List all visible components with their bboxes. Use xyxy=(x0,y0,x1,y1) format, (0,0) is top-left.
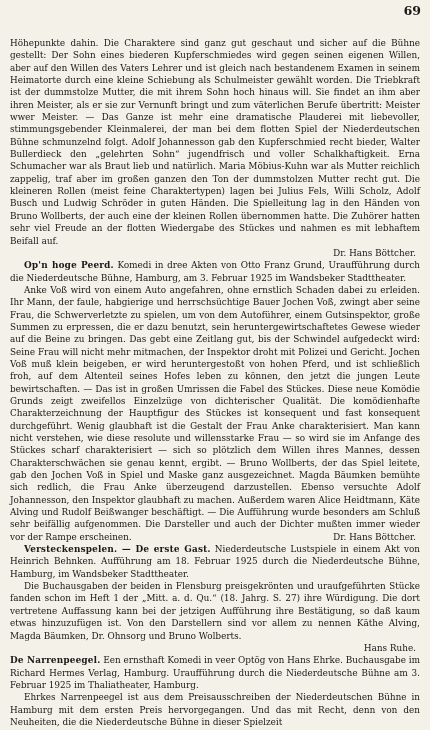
page-number: 69 xyxy=(403,3,421,18)
play-details: Niederdeutsche Lustspiele in einem Akt von Heinrich Behnken. Aufführung am 18. Februar 1925 durch die Niederdeutsche Bühne, Hamburg, im Wandsbeker Stadttheater. xyxy=(10,545,420,580)
review-signature: Dr. Hans Böttcher. xyxy=(333,248,416,259)
review-paragraph: Ehrkes Narrenpeegel ist aus dem Preisausschreiben der Niederdeutschen Bühne in Hamburg mit dem ersten Preis hervorgegangen. Und das mit Recht, denn von den Neuheiten, die die Niederdeutsche Bühne in dieser Spielzeit xyxy=(10,693,420,728)
document-body xyxy=(10,38,420,729)
play-title: Op'n hoge Peerd. xyxy=(24,261,114,272)
play-details: Komedi in dree Akten von Otto Franz Grund, Uraufführung durch die Niederdeutsche Bühne, Hamburg, am 3. Februar 1925 im Wandsbeker Stadttheater. xyxy=(10,261,420,284)
review-text: Anke Voß wird von einem Auto angefahren, ohne ernstlich Schaden dabei zu erleiden. Ihr Mann, der faule, habgierige und herrschsüchtige Bauer Jochen Voß, zwingt aber seine Frau, die Schwerverletzte zu spielen, um von dem Autoführer, einem Gutsinspektor, große Summen zu erpressen, die er dazu benutzt, sein heruntergewirtschaftetes Gewese wieder auf die Beine zu bringen. Das gebt eine Zeitlang gut, bis der Schwindel aufgedeckt wird: Seine Frau will nicht mehr mitmachen, der Inspektor droht mit Polizei und Gericht. Jochen Voß muß klein beigeben, er wird heruntergestoßt von hohen Pferd, und ist schließlich froh, auf dem Altenteil seines Hofes leben zu können, den jetzt die jungen Leute bewirtschaften. — Das ist in großen Umrissen die Fabel des Stückes. Diese neue Komödie Grunds zeigt zweifellos Einzelzüge von dichterischer Qualität. Die komödienhafte Charakterzeichnung der Hauptfigur des Stückes ist konsequent und fast konsequent durchgeführt. Wenig glaubhaft ist die Gestalt der Frau Anke charakterisiert. Man kann nicht verstehen, wie diese resolute und willensstarke Frau — so wird sie im Anfange des Stückes scharf charakterisiert — sich so plötzlich dem Willen ihres Mannes, dessen Charakterschwächen sie genau kennt, ergibt. — Bruno Wollberts, der das Spiel leitete, gab den Jochen Voß in Spiel und Maske ganz ausgezeichnet. Magda Bäumken bemühte sich redlich, die Frau Anke überzeugend darzustellen. Ebenso versuchte Adolf Johannesson, den Inspektor glaubhaft zu machen. Außerdem waren Alice Heidtmann, Käte Alving und Rudolf Beißwanger beschäftigt. — Die Aufführung wurde besonders am Schluß sehr beifällig aufgenommen. Die Darsteller und auch der Dichter mußten immer wieder vor der Rampe erscheinen. xyxy=(10,285,420,543)
play-title: Versteckenspelen. — De erste Gast. xyxy=(24,545,211,556)
review-paragraph: Höhepunkte dahin. Die Charaktere sind ganz gut geschaut und sicher auf die Bühne gestellt: Der Sohn eines biederen Kupferschmiedes wird gegen seinen eigenen Willen, aber auf den Willen des Vaters Lehrer und ist gleich nach bestandenem Examen in seinem Heimatorte durch eine kleine Schiebung als Schulmeister gewählt worden. Die Triebkraft ist der dummstolze Mutter, die mit ihrem Sohn hoch hinaus will. Sie findet an ihm aber ihren Meister, als er sie zur Vernunft bringt und zum väterlichen Berufe übertritt: Meister wwer Meister. — Das Ganze ist mehr eine dramatische Plauderei mit liebevoller, stimmungsgebender Kleinmalerei, der man bei dem flotten Spiel der Niederdeutschen Bühne schmunzelnd folgt. Adolf Johannesson gab den Kupferschmied recht bieder, Walter Bullerdieck den „gelehrten Sohn“ jugendfrisch und voller Schalkhaftigkeit. Erna Schumacher war als Braut lieb und natürlich. Maria Möbius-Kuhn war als Mutter reichlich zappelig, traf aber im großen ganzen den Ton der dummstolzen Mutter recht gut. Die kleineren Rollen (meist feine Charaktertypen) lagen bei Julius Fels, Willi Scholz, Adolf Busch und Ludwig Schröder in guten Händen. Die Spielleitung lag in den Händen von Bruno Wollberts, der auch eine der kleinen Rollen übernommen hatte. Die Zuhörer hatten sehr viel Freude an der flotten Wiedergabe des Stückes und nahmen es mit lebhaftem Beifall auf. xyxy=(10,39,420,247)
review-paragraph xyxy=(10,285,420,544)
review-heading-paragraph xyxy=(10,544,420,581)
review-signature: Dr. Hans Böttcher. xyxy=(333,532,416,543)
review-paragraph: Die Buchausgaben der beiden in Flensburg preisgekrönten und uraufgeführten Stücke fanden schon im Heft 1 der „Mitt. a. d. Qu.“ (18. Jahrg. S. 27) ihre Würdigung. Die dort vertretene Auffassung kann bei der jetzigen Aufführung ihre Bestätigung, so daß kaum etwas hinzuzufügen ist. Von den Darstellern sind vor allem zu nennen Käthe Alving, Magda Bäumken, Dr. Ohnsorg und Bruno Wolberts. xyxy=(10,582,420,642)
play-title: De Narrenpeegel. xyxy=(10,656,101,667)
review-heading-paragraph xyxy=(10,655,420,692)
review-heading-paragraph xyxy=(10,260,420,285)
review-signature: Hans Ruhe. xyxy=(363,643,416,654)
play-details: Een ernsthaft Komedi in veer Optög von Hans Ehrke. Buchausgabe im Richard Hermes Verlag, Hamburg. Uraufführung durch die Niederdeutsche Bühne am 3. Februar 1925 im Thaliatheater, Hamburg. xyxy=(10,656,421,691)
